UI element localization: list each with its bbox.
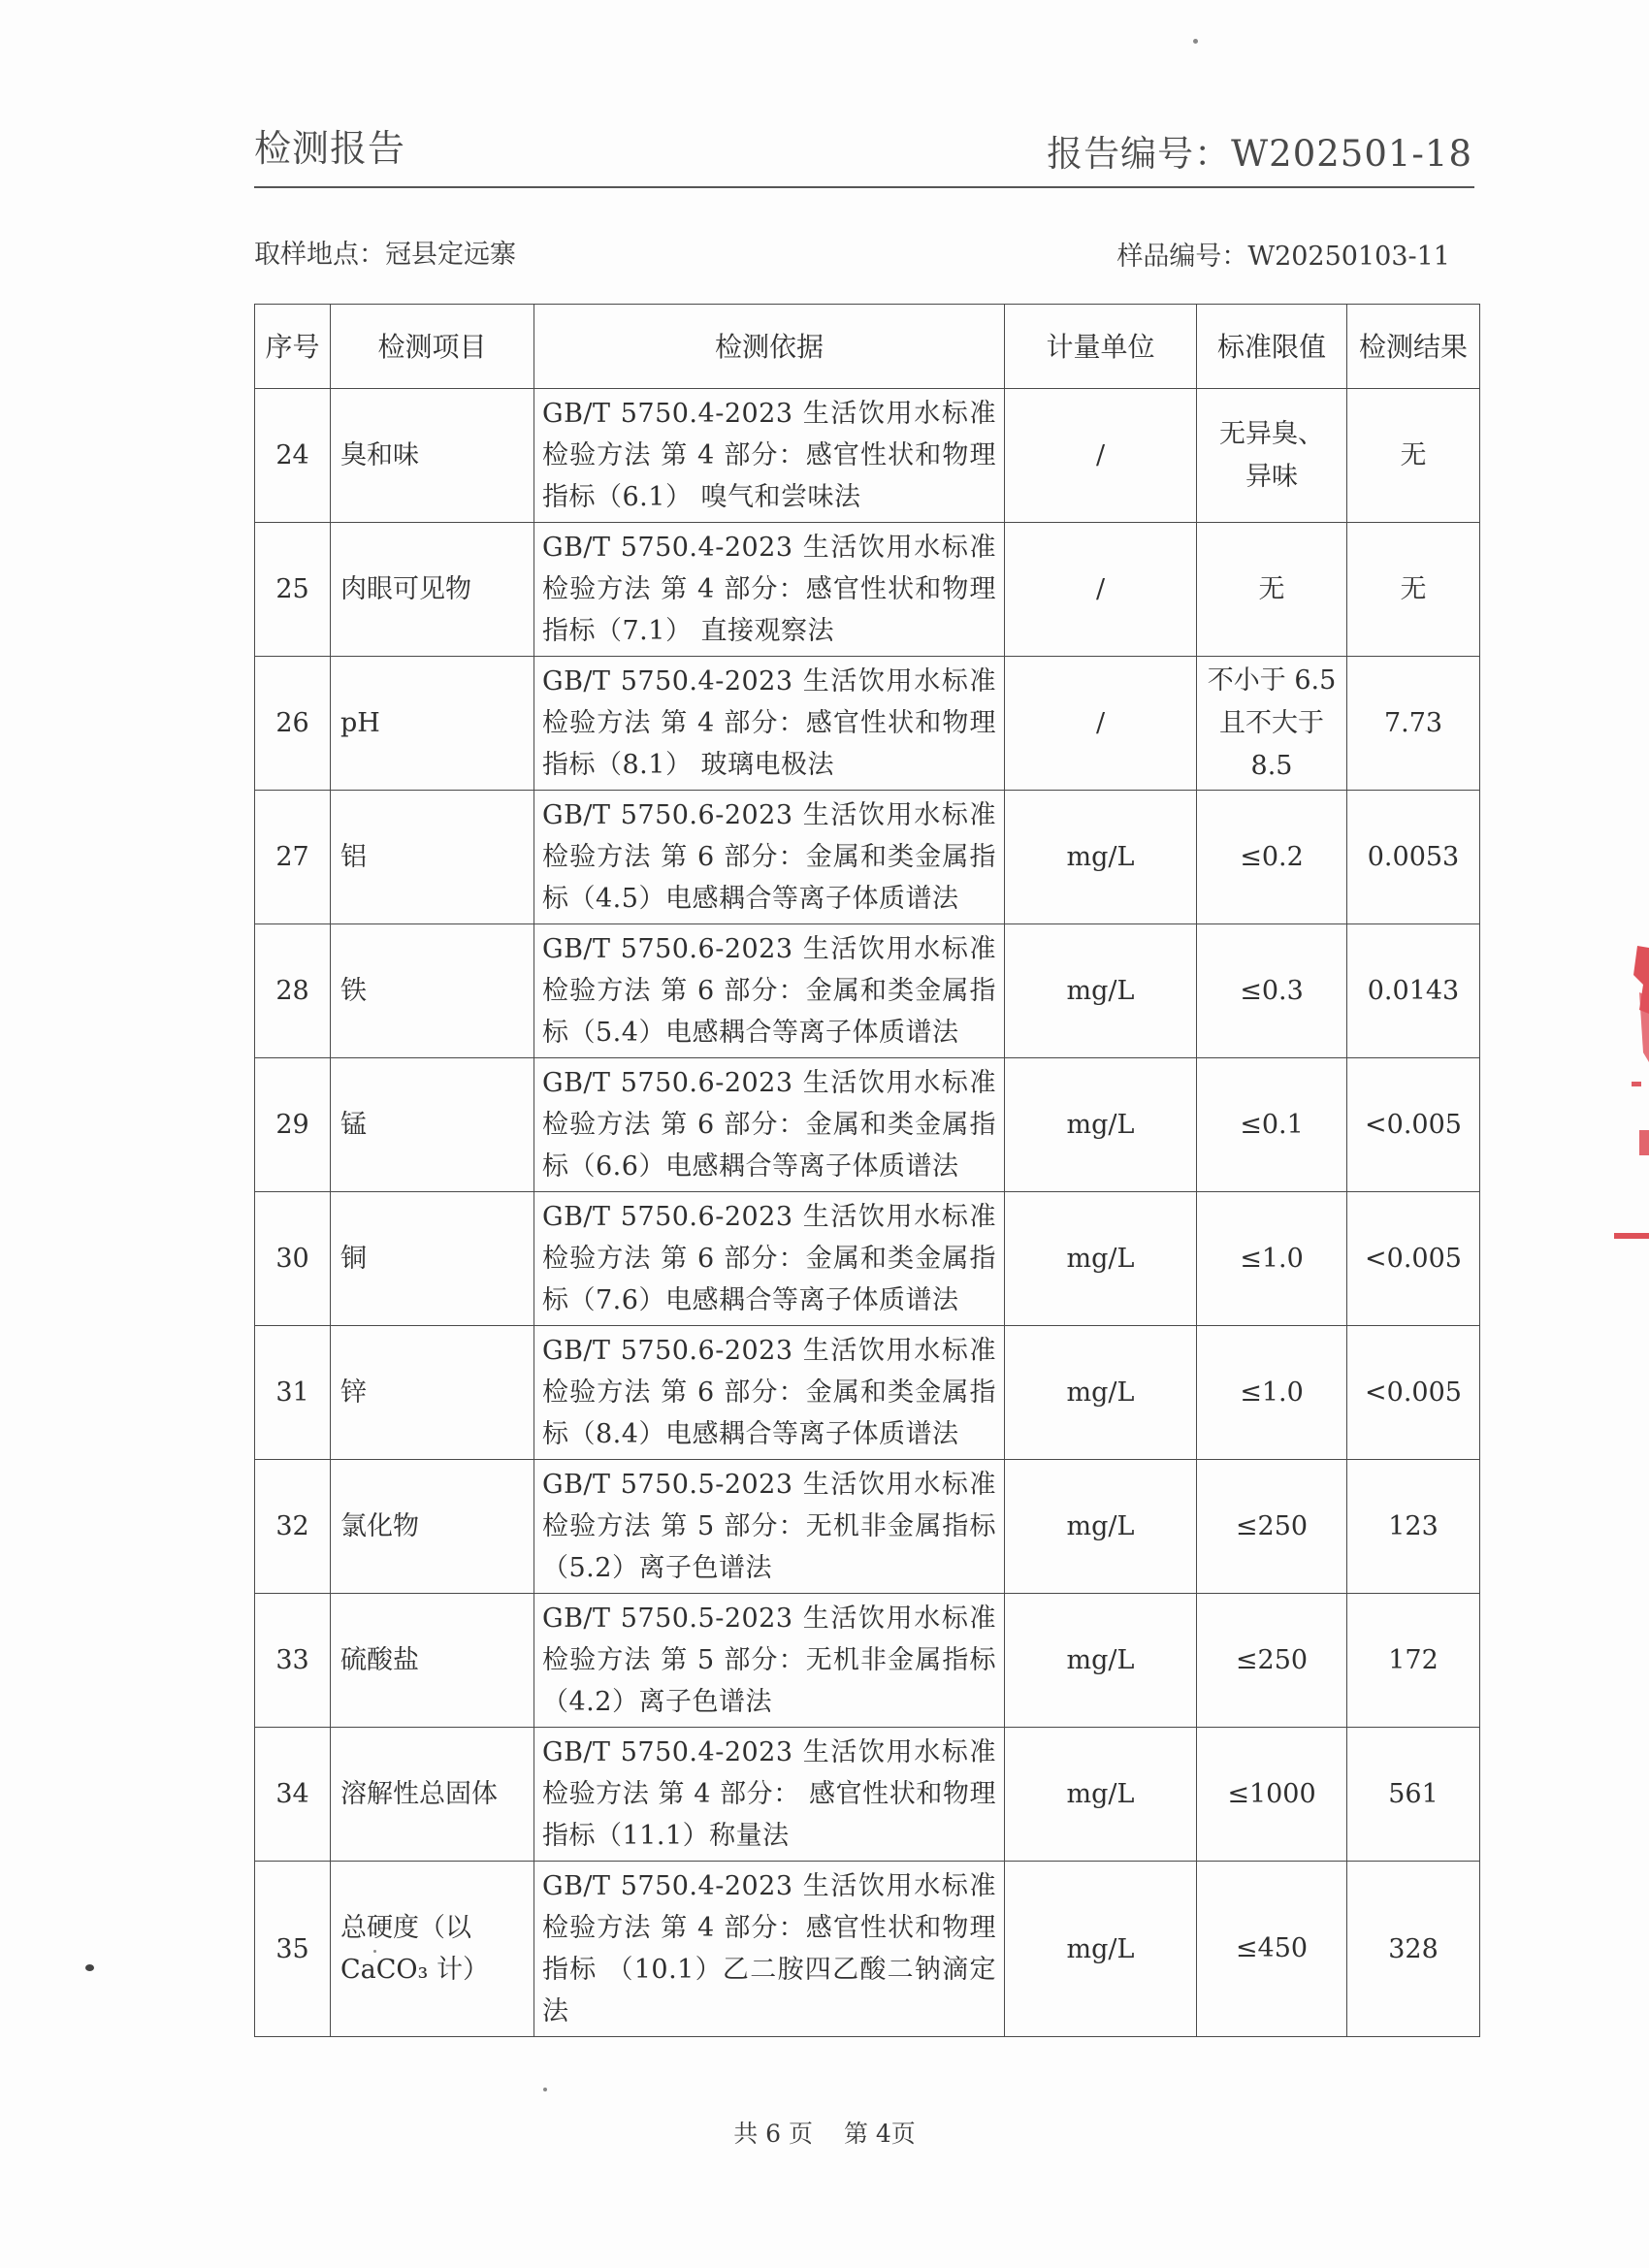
table-row xyxy=(255,523,1480,657)
cell-limit: ≤450 xyxy=(1197,1862,1347,2037)
test-results-table xyxy=(254,304,1480,2037)
table-row xyxy=(255,1326,1480,1460)
col-header-no: 序号 xyxy=(255,305,331,389)
header-rule xyxy=(254,186,1474,188)
cell-no: 24 xyxy=(255,389,331,523)
cell-no: 32 xyxy=(255,1460,331,1594)
cell-result: 561 xyxy=(1347,1728,1480,1862)
sampling-location: 取样地点：冠县定远寨 xyxy=(254,240,516,270)
sample-number: 样品编号：W20250103-11 xyxy=(1116,242,1450,272)
cell-result: <0.005 xyxy=(1347,1326,1480,1460)
cell-unit: / xyxy=(1005,657,1197,791)
cell-result: 328 xyxy=(1347,1862,1480,2037)
cell-method: GB/T 5750.4-2023 生活饮用水标准检验方法 第 4 部分：感官性状和物理指标（8.1） 玻璃电极法 xyxy=(534,657,1005,791)
cell-method: GB/T 5750.6-2023 生活饮用水标准检验方法 第 6 部分：金属和类金属指标（8.4）电感耦合等离子体质谱法 xyxy=(534,1326,1005,1460)
table-row xyxy=(255,1862,1480,2037)
cell-limit: 不小于 6.5 且不大于 8.5 xyxy=(1197,657,1347,791)
cell-item: 溶解性总固体 xyxy=(331,1728,534,1862)
report-header-title: 检测报告 xyxy=(254,127,406,170)
cell-limit: ≤1.0 xyxy=(1197,1192,1347,1326)
cell-limit: ≤1000 xyxy=(1197,1728,1347,1862)
cell-no: 35 xyxy=(255,1862,331,2037)
cell-unit: mg/L xyxy=(1005,924,1197,1058)
cell-method: GB/T 5750.4-2023 生活饮用水标准检验方法 第 4 部分：感官性状和物理指标（7.1） 直接观察法 xyxy=(534,523,1005,657)
cell-item: 锌 xyxy=(331,1326,534,1460)
cell-unit: mg/L xyxy=(1005,1192,1197,1326)
cell-result: 无 xyxy=(1347,389,1480,523)
red-seal-stamp-fragment xyxy=(1610,946,1649,1256)
table-row xyxy=(255,791,1480,924)
scan-speck xyxy=(1193,39,1198,44)
cell-limit: ≤0.3 xyxy=(1197,924,1347,1058)
scan-speck xyxy=(543,2088,547,2091)
cell-method: GB/T 5750.6-2023 生活饮用水标准检验方法 第 6 部分：金属和类金属指标（5.4）电感耦合等离子体质谱法 xyxy=(534,924,1005,1058)
col-header-unit: 计量单位 xyxy=(1005,305,1197,389)
cell-item: 铝 xyxy=(331,791,534,924)
table-row xyxy=(255,1192,1480,1326)
col-header-limit: 标准限值 xyxy=(1197,305,1347,389)
cell-no: 29 xyxy=(255,1058,331,1192)
cell-limit: 无异臭、异味 xyxy=(1197,389,1347,523)
cell-limit: ≤250 xyxy=(1197,1594,1347,1728)
cell-method: GB/T 5750.6-2023 生活饮用水标准检验方法 第 6 部分：金属和类金属指标（6.6）电感耦合等离子体质谱法 xyxy=(534,1058,1005,1192)
cell-result: <0.005 xyxy=(1347,1192,1480,1326)
cell-item: pH xyxy=(331,657,534,791)
table-row xyxy=(255,1728,1480,1862)
cell-limit: ≤0.1 xyxy=(1197,1058,1347,1192)
cell-result: 0.0143 xyxy=(1347,924,1480,1058)
cell-no: 26 xyxy=(255,657,331,791)
cell-method: GB/T 5750.4-2023 生活饮用水标准检验方法 第 4 部分：感官性状和物理指标（6.1） 嗅气和尝味法 xyxy=(534,389,1005,523)
page-footer xyxy=(0,2115,1649,2150)
table-row xyxy=(255,1460,1480,1594)
cell-no: 30 xyxy=(255,1192,331,1326)
cell-unit: mg/L xyxy=(1005,1862,1197,2037)
col-header-method: 检测依据 xyxy=(534,305,1005,389)
col-header-result: 检测结果 xyxy=(1347,305,1480,389)
scan-speck xyxy=(85,1964,94,1971)
cell-limit: ≤0.2 xyxy=(1197,791,1347,924)
cell-no: 25 xyxy=(255,523,331,657)
cell-item: 锰 xyxy=(331,1058,534,1192)
cell-result: 123 xyxy=(1347,1460,1480,1594)
cell-method: GB/T 5750.4-2023 生活饮用水标准检验方法 第 4 部分： 感官性状和物理指标（11.1）称量法 xyxy=(534,1728,1005,1862)
cell-item: 氯化物 xyxy=(331,1460,534,1594)
cell-no: 31 xyxy=(255,1326,331,1460)
cell-unit: mg/L xyxy=(1005,1728,1197,1862)
cell-item: 硫酸盐 xyxy=(331,1594,534,1728)
cell-method: GB/T 5750.5-2023 生活饮用水标准检验方法 第 5 部分：无机非金属指标（4.2）离子色谱法 xyxy=(534,1594,1005,1728)
cell-limit: 无 xyxy=(1197,523,1347,657)
cell-no: 34 xyxy=(255,1728,331,1862)
cell-unit: / xyxy=(1005,389,1197,523)
cell-result: 0.0053 xyxy=(1347,791,1480,924)
report-number: 报告编号：W202501-18 xyxy=(1047,133,1472,175)
table-row xyxy=(255,1594,1480,1728)
table-header-row xyxy=(255,305,1480,389)
cell-no: 27 xyxy=(255,791,331,924)
cell-item: 臭和味 xyxy=(331,389,534,523)
cell-result: 无 xyxy=(1347,523,1480,657)
cell-unit: mg/L xyxy=(1005,1460,1197,1594)
current-page: 第 4页 xyxy=(843,2120,916,2148)
cell-no: 33 xyxy=(255,1594,331,1728)
scan-speck xyxy=(373,1950,376,1953)
cell-unit: mg/L xyxy=(1005,791,1197,924)
total-pages: 共 6 页 xyxy=(733,2120,813,2148)
col-header-item: 检测项目 xyxy=(331,305,534,389)
cell-method: GB/T 5750.5-2023 生活饮用水标准检验方法 第 5 部分：无机非金属指标（5.2）离子色谱法 xyxy=(534,1460,1005,1594)
cell-method: GB/T 5750.6-2023 生活饮用水标准检验方法 第 6 部分：金属和类金属指标（7.6）电感耦合等离子体质谱法 xyxy=(534,1192,1005,1326)
table-row xyxy=(255,389,1480,523)
cell-limit: ≤1.0 xyxy=(1197,1326,1347,1460)
cell-unit: mg/L xyxy=(1005,1326,1197,1460)
cell-unit: / xyxy=(1005,523,1197,657)
table-row xyxy=(255,657,1480,791)
cell-unit: mg/L xyxy=(1005,1594,1197,1728)
table-row xyxy=(255,924,1480,1058)
cell-no: 28 xyxy=(255,924,331,1058)
cell-result: 172 xyxy=(1347,1594,1480,1728)
cell-unit: mg/L xyxy=(1005,1058,1197,1192)
cell-result: 7.73 xyxy=(1347,657,1480,791)
table-row xyxy=(255,1058,1480,1192)
cell-result: <0.005 xyxy=(1347,1058,1480,1192)
cell-method: GB/T 5750.6-2023 生活饮用水标准检验方法 第 6 部分：金属和类金属指标（4.5）电感耦合等离子体质谱法 xyxy=(534,791,1005,924)
cell-method: GB/T 5750.4-2023 生活饮用水标准检验方法 第 4 部分：感官性状和物理指标 （10.1）乙二胺四乙酸二钠滴定法 xyxy=(534,1862,1005,2037)
cell-item: 肉眼可见物 xyxy=(331,523,534,657)
cell-item: 铜 xyxy=(331,1192,534,1326)
cell-item: 总硬度（以 CaCO₃ 计） xyxy=(331,1862,534,2037)
cell-item: 铁 xyxy=(331,924,534,1058)
cell-limit: ≤250 xyxy=(1197,1460,1347,1594)
